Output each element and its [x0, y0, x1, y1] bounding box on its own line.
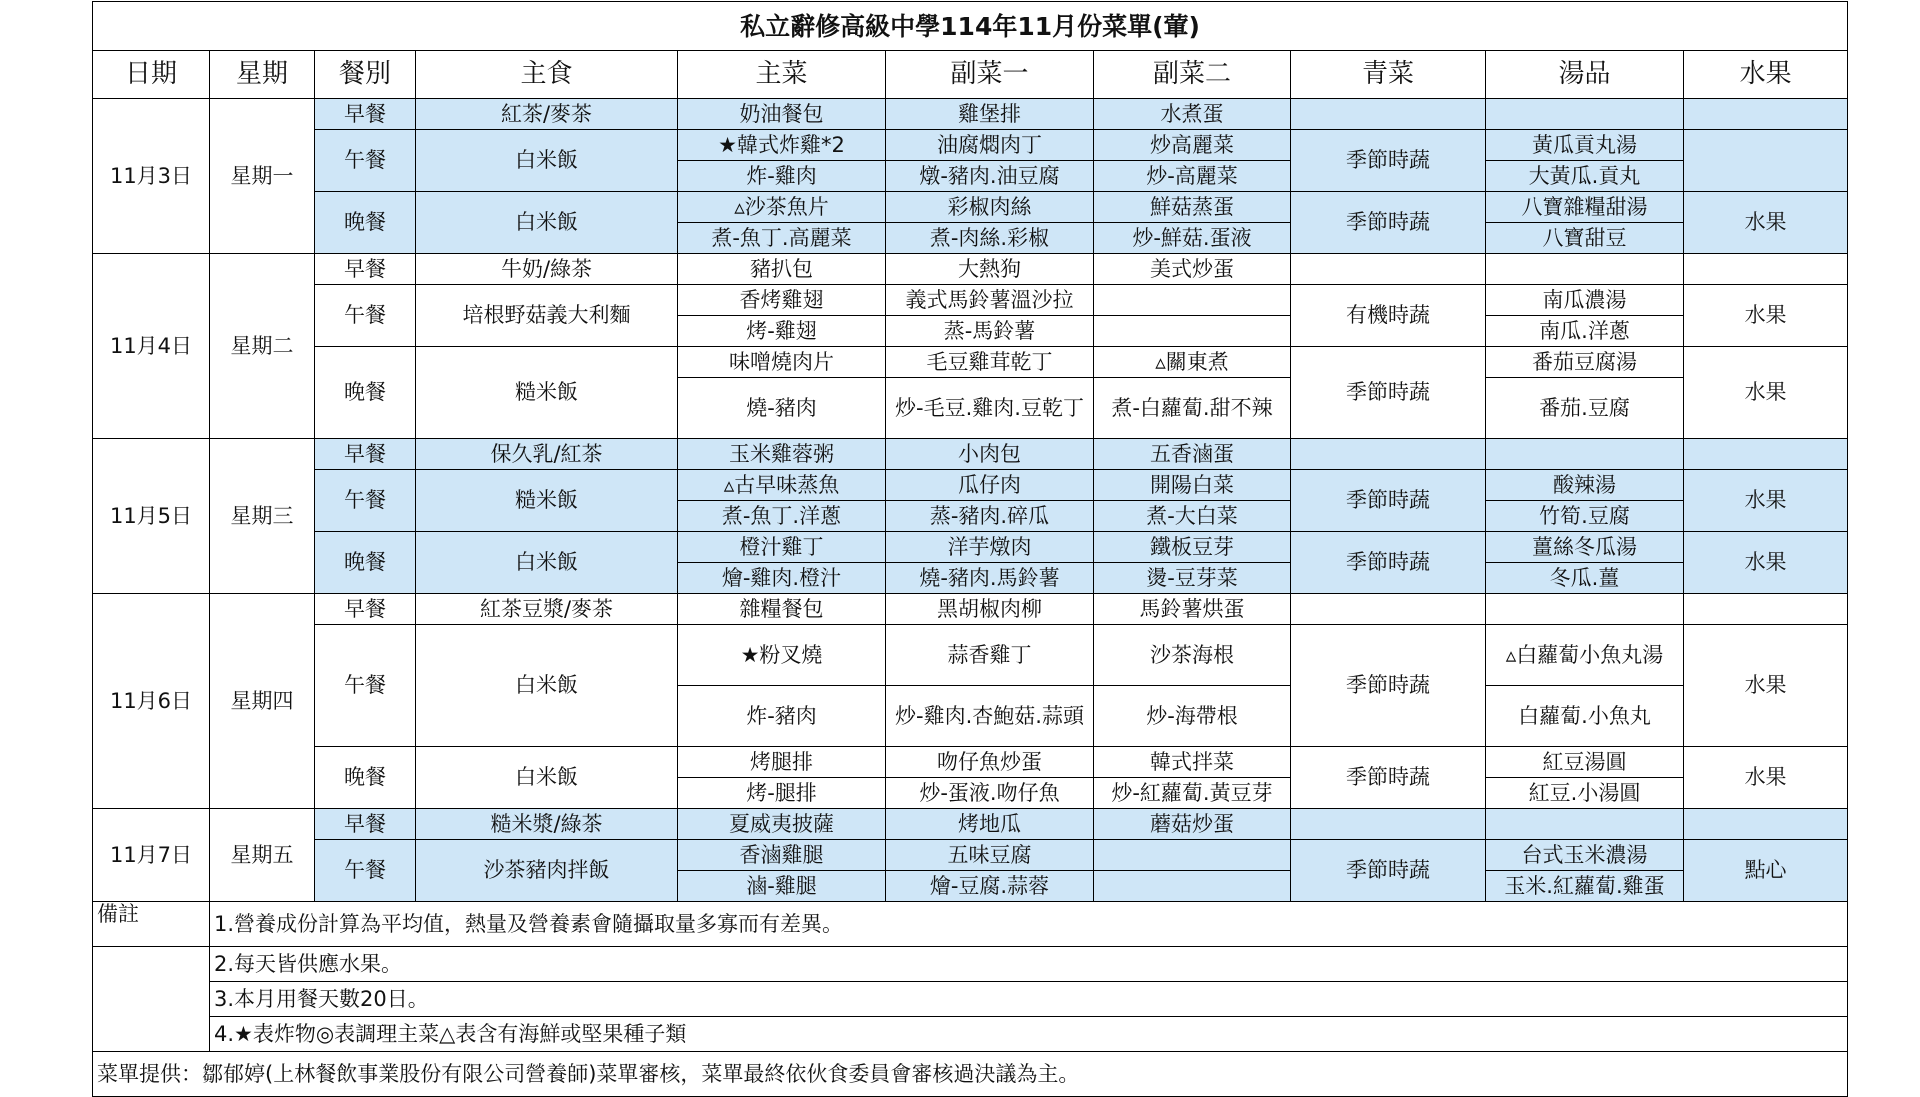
day-date: 11月5日 — [93, 439, 210, 594]
vegetable — [1291, 439, 1486, 470]
side-dish-2: 煮-大白菜 — [1094, 501, 1291, 532]
staple-food: 沙茶豬肉拌飯 — [416, 840, 678, 902]
soup: 黃瓜貢丸湯 — [1486, 130, 1684, 161]
side-dish-1: 五味豆腐 — [886, 840, 1094, 871]
fruit: 水果 — [1684, 532, 1848, 594]
fruit: 水果 — [1684, 747, 1848, 809]
side-dish-1: 吻仔魚炒蛋 — [886, 747, 1094, 778]
soup: 薑絲冬瓜湯 — [1486, 532, 1684, 563]
fruit — [1684, 594, 1848, 625]
meal-row — [93, 840, 1848, 871]
side-dish-2: 炒高麗菜 — [1094, 130, 1291, 161]
main-dish: 雜糧餐包 — [678, 594, 886, 625]
vegetable — [1291, 809, 1486, 840]
soup: ▵白蘿蔔小魚丸湯 — [1486, 625, 1684, 686]
soup: 南瓜濃湯 — [1486, 285, 1684, 316]
header-soup: 湯品 — [1486, 51, 1684, 99]
side-dish-2: 鐵板豆芽 — [1094, 532, 1291, 563]
side-dish-2: 開陽白菜 — [1094, 470, 1291, 501]
meal-type: 午餐 — [315, 130, 416, 192]
side-dish-2: 水煮蛋 — [1094, 99, 1291, 130]
side-dish-2 — [1094, 871, 1291, 902]
meal-type: 早餐 — [315, 254, 416, 285]
meal-type: 早餐 — [315, 99, 416, 130]
meal-type: 晚餐 — [315, 532, 416, 594]
vegetable: 季節時蔬 — [1291, 532, 1486, 594]
meal-row — [93, 192, 1848, 223]
header-side1: 副菜一 — [886, 51, 1094, 99]
side-dish-1: 炒-毛豆.雞肉.豆乾丁 — [886, 378, 1094, 439]
meal-row — [93, 99, 1848, 130]
meal-row — [93, 439, 1848, 470]
soup: 白蘿蔔.小魚丸 — [1486, 686, 1684, 747]
side-dish-2: 煮-白蘿蔔.甜不辣 — [1094, 378, 1291, 439]
main-dish: 滷-雞腿 — [678, 871, 886, 902]
note-text: 1.營養成份計算為平均值，熱量及營養素會隨攝取量多寡而有差異。 — [210, 902, 1848, 947]
vegetable: 季節時蔬 — [1291, 470, 1486, 532]
meal-row — [93, 625, 1848, 686]
vegetable: 季節時蔬 — [1291, 130, 1486, 192]
side-dish-1: 炒-雞肉.杏鮑菇.蒜頭 — [886, 686, 1094, 747]
meal-row — [93, 470, 1848, 501]
main-dish: 烤腿排 — [678, 747, 886, 778]
soup: 大黃瓜.貢丸 — [1486, 161, 1684, 192]
meal-row — [93, 130, 1848, 161]
day-weekday: 星期二 — [210, 254, 315, 439]
side-dish-1: 黑胡椒肉柳 — [886, 594, 1094, 625]
staple-food: 白米飯 — [416, 130, 678, 192]
staple-food: 培根野菇義大利麵 — [416, 285, 678, 347]
fruit — [1684, 130, 1848, 192]
main-dish: 煮-魚丁.洋蔥 — [678, 501, 886, 532]
main-dish: 玉米雞蓉粥 — [678, 439, 886, 470]
main-dish: 炸-雞肉 — [678, 161, 886, 192]
side-dish-1: 毛豆雞茸乾丁 — [886, 347, 1094, 378]
fruit: 水果 — [1684, 192, 1848, 254]
side-dish-1: 大熱狗 — [886, 254, 1094, 285]
main-dish: 香烤雞翅 — [678, 285, 886, 316]
fruit: 水果 — [1684, 625, 1848, 747]
main-dish: 烤-腿排 — [678, 778, 886, 809]
main-dish: ★韓式炸雞*2 — [678, 130, 886, 161]
side-dish-2: 蘑菇炒蛋 — [1094, 809, 1291, 840]
note-text: 3.本月用餐天數20日。 — [210, 982, 1848, 1017]
header-fruit: 水果 — [1684, 51, 1848, 99]
fruit — [1684, 809, 1848, 840]
main-dish: ★粉叉燒 — [678, 625, 886, 686]
fruit: 水果 — [1684, 470, 1848, 532]
provider-text: 菜單提供：鄒郁婷(上林餐飲事業股份有限公司營養師)菜單審核，菜單最終依伙食委員會審核過決議為主。 — [93, 1052, 1848, 1097]
meal-row — [93, 254, 1848, 285]
meal-type: 晚餐 — [315, 192, 416, 254]
meal-row — [93, 285, 1848, 316]
vegetable: 季節時蔬 — [1291, 192, 1486, 254]
side-dish-1: 燒-豬肉.馬鈴薯 — [886, 563, 1094, 594]
side-dish-2: 炒-高麗菜 — [1094, 161, 1291, 192]
staple-food: 白米飯 — [416, 747, 678, 809]
staple-food: 白米飯 — [416, 192, 678, 254]
soup: 酸辣湯 — [1486, 470, 1684, 501]
side-dish-1: 煮-肉絲.彩椒 — [886, 223, 1094, 254]
soup: 八寶甜豆 — [1486, 223, 1684, 254]
main-dish: 香滷雞腿 — [678, 840, 886, 871]
notes-label: 備註 — [93, 902, 210, 947]
header-meal: 餐別 — [315, 51, 416, 99]
fruit: 點心 — [1684, 840, 1848, 902]
fruit: 水果 — [1684, 347, 1848, 439]
header-main: 主菜 — [678, 51, 886, 99]
meal-row — [93, 747, 1848, 778]
note-text: 2.每天皆供應水果。 — [210, 947, 1848, 982]
meal-type: 午餐 — [315, 470, 416, 532]
side-dish-2: ▵關東煮 — [1094, 347, 1291, 378]
vegetable: 有機時蔬 — [1291, 285, 1486, 347]
meal-type: 晚餐 — [315, 347, 416, 439]
soup — [1486, 809, 1684, 840]
side-dish-2: 沙茶海根 — [1094, 625, 1291, 686]
day-weekday: 星期五 — [210, 809, 315, 902]
staple-food: 糙米飯 — [416, 470, 678, 532]
main-dish: 燒-豬肉 — [678, 378, 886, 439]
side-dish-2 — [1094, 285, 1291, 316]
soup: 番茄.豆腐 — [1486, 378, 1684, 439]
notes-label-continued — [93, 947, 210, 1052]
fruit — [1684, 254, 1848, 285]
main-dish: ▵古早味蒸魚 — [678, 470, 886, 501]
side-dish-2: 燙-豆芽菜 — [1094, 563, 1291, 594]
fruit: 水果 — [1684, 285, 1848, 347]
day-weekday: 星期三 — [210, 439, 315, 594]
soup: 紅豆湯圓 — [1486, 747, 1684, 778]
header-date: 日期 — [93, 51, 210, 99]
vegetable: 季節時蔬 — [1291, 347, 1486, 439]
day-date: 11月4日 — [93, 254, 210, 439]
note-row — [93, 1017, 1848, 1052]
main-dish: 燴-雞肉.橙汁 — [678, 563, 886, 594]
meal-type: 午餐 — [315, 285, 416, 347]
day-date: 11月7日 — [93, 809, 210, 902]
header-weekday: 星期 — [210, 51, 315, 99]
provider-row — [93, 1052, 1848, 1097]
side-dish-1: 蒜香雞丁 — [886, 625, 1094, 686]
vegetable: 季節時蔬 — [1291, 840, 1486, 902]
day-weekday: 星期四 — [210, 594, 315, 809]
staple-food: 紅茶/麥茶 — [416, 99, 678, 130]
vegetable: 季節時蔬 — [1291, 747, 1486, 809]
meal-row — [93, 532, 1848, 563]
vegetable — [1291, 594, 1486, 625]
main-dish: 橙汁雞丁 — [678, 532, 886, 563]
day-date: 11月6日 — [93, 594, 210, 809]
side-dish-2: 炒-海帶根 — [1094, 686, 1291, 747]
side-dish-2: 馬鈴薯烘蛋 — [1094, 594, 1291, 625]
meal-row — [93, 347, 1848, 378]
soup: 冬瓜.薑 — [1486, 563, 1684, 594]
menu-title: 私立辭修高級中學114年11月份菜單(葷) — [93, 2, 1848, 51]
soup: 台式玉米濃湯 — [1486, 840, 1684, 871]
side-dish-1: 蒸-馬鈴薯 — [886, 316, 1094, 347]
staple-food: 糙米飯 — [416, 347, 678, 439]
main-dish: 烤-雞翅 — [678, 316, 886, 347]
staple-food: 白米飯 — [416, 532, 678, 594]
side-dish-1: 彩椒肉絲 — [886, 192, 1094, 223]
side-dish-1: 燴-豆腐.蒜蓉 — [886, 871, 1094, 902]
meal-type: 午餐 — [315, 840, 416, 902]
side-dish-2: 鮮菇蒸蛋 — [1094, 192, 1291, 223]
note-row — [93, 947, 1848, 982]
staple-food: 紅茶豆漿/麥茶 — [416, 594, 678, 625]
side-dish-1: 炒-蛋液.吻仔魚 — [886, 778, 1094, 809]
menu-table — [92, 1, 1848, 1097]
staple-food: 糙米漿/綠茶 — [416, 809, 678, 840]
main-dish: 炸-豬肉 — [678, 686, 886, 747]
meal-type: 早餐 — [315, 594, 416, 625]
side-dish-2: 炒-鮮菇.蛋液 — [1094, 223, 1291, 254]
main-dish: 奶油餐包 — [678, 99, 886, 130]
main-dish: 味噌燒肉片 — [678, 347, 886, 378]
header-row — [93, 51, 1848, 99]
meal-type: 早餐 — [315, 809, 416, 840]
note-row — [93, 982, 1848, 1017]
side-dish-1: 雞堡排 — [886, 99, 1094, 130]
staple-food: 白米飯 — [416, 625, 678, 747]
soup: 竹筍.豆腐 — [1486, 501, 1684, 532]
side-dish-2: 韓式拌菜 — [1094, 747, 1291, 778]
side-dish-1: 油腐燜肉丁 — [886, 130, 1094, 161]
vegetable: 季節時蔬 — [1291, 625, 1486, 747]
header-staple: 主食 — [416, 51, 678, 99]
side-dish-1: 瓜仔肉 — [886, 470, 1094, 501]
menu-body — [93, 2, 1848, 1097]
meal-type: 午餐 — [315, 625, 416, 747]
day-date: 11月3日 — [93, 99, 210, 254]
soup: 番茄豆腐湯 — [1486, 347, 1684, 378]
main-dish: 煮-魚丁.高麗菜 — [678, 223, 886, 254]
soup — [1486, 99, 1684, 130]
vegetable — [1291, 99, 1486, 130]
side-dish-1: 小肉包 — [886, 439, 1094, 470]
side-dish-1: 蒸-豬肉.碎瓜 — [886, 501, 1094, 532]
side-dish-2: 炒-紅蘿蔔.黃豆芽 — [1094, 778, 1291, 809]
soup: 八寶雜糧甜湯 — [1486, 192, 1684, 223]
meal-row — [93, 809, 1848, 840]
soup: 玉米.紅蘿蔔.雞蛋 — [1486, 871, 1684, 902]
meal-type: 早餐 — [315, 439, 416, 470]
meal-type: 晚餐 — [315, 747, 416, 809]
note-row — [93, 902, 1848, 947]
main-dish: 豬扒包 — [678, 254, 886, 285]
side-dish-2 — [1094, 316, 1291, 347]
main-dish: ▵沙茶魚片 — [678, 192, 886, 223]
soup — [1486, 254, 1684, 285]
note-text: 4.★表炸物◎表調理主菜△表含有海鮮或堅果種子類 — [210, 1017, 1848, 1052]
main-dish: 夏威夷披薩 — [678, 809, 886, 840]
soup: 南瓜.洋蔥 — [1486, 316, 1684, 347]
soup: 紅豆.小湯圓 — [1486, 778, 1684, 809]
fruit — [1684, 439, 1848, 470]
side-dish-1: 洋芋燉肉 — [886, 532, 1094, 563]
header-veg: 青菜 — [1291, 51, 1486, 99]
soup — [1486, 594, 1684, 625]
header-side2: 副菜二 — [1094, 51, 1291, 99]
fruit — [1684, 99, 1848, 130]
vegetable — [1291, 254, 1486, 285]
side-dish-2 — [1094, 840, 1291, 871]
staple-food: 保久乳/紅茶 — [416, 439, 678, 470]
side-dish-1: 烤地瓜 — [886, 809, 1094, 840]
staple-food: 牛奶/綠茶 — [416, 254, 678, 285]
side-dish-1: 義式馬鈴薯溫沙拉 — [886, 285, 1094, 316]
soup — [1486, 439, 1684, 470]
side-dish-2: 五香滷蛋 — [1094, 439, 1291, 470]
side-dish-2: 美式炒蛋 — [1094, 254, 1291, 285]
day-weekday: 星期一 — [210, 99, 315, 254]
meal-row — [93, 594, 1848, 625]
side-dish-1: 燉-豬肉.油豆腐 — [886, 161, 1094, 192]
